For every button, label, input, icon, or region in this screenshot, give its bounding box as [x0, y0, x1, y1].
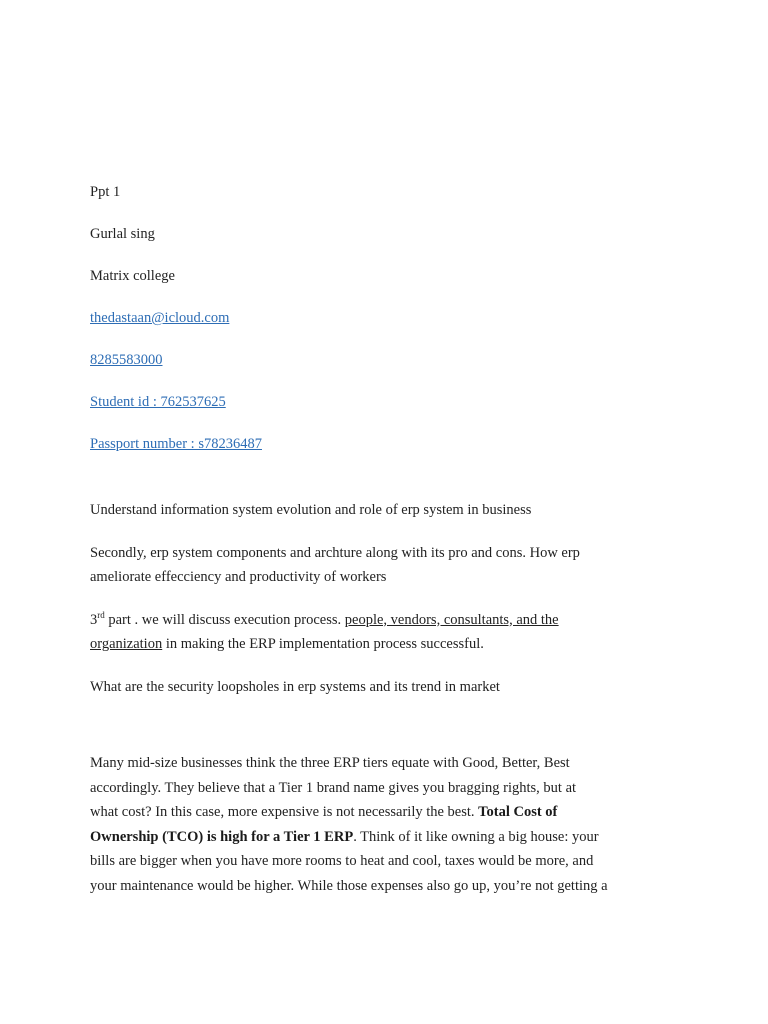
bold-tco-1: Total Cost of: [478, 804, 558, 820]
outline-paragraph-4: What are the security loopsholes in erp systems and its trend in market: [90, 678, 500, 695]
bold-tco-2: Ownership (TCO) is high for a Tier 1 ERP: [90, 828, 354, 845]
outline-p3-text-a: part . we will discuss execution process.: [104, 611, 345, 628]
passport-link[interactable]: Passport number : s78236487: [90, 436, 262, 452]
outline-p2-line1: Secondly, erp system components and archture along with its pro and cons. How erp: [90, 544, 580, 561]
body-line-1: Many mid-size businesses think the three ERP tiers equate with Good, Better, Best: [90, 755, 570, 771]
body-paragraph: [90, 751, 690, 898]
spacer: [90, 699, 690, 751]
doc-title: Ppt 1: [90, 184, 121, 200]
college-name: Matrix college: [90, 268, 175, 284]
body-line-5: bills are bigger when you have more rooms to heat and cool, taxes would be more, and: [90, 853, 594, 869]
outline-p3-underlined-1: people, vendors, consultants, and the: [344, 611, 559, 628]
outline-paragraph-1: Understand information system evolution and role of erp system in business: [90, 502, 532, 518]
outline-paragraph-3: [90, 608, 690, 657]
body-line-2: accordingly. They believe that a Tier 1 brand name gives you bragging rights, but at: [90, 779, 577, 796]
ordinal-suffix: rd: [97, 609, 105, 620]
outline-p3-number: 3: [90, 611, 98, 628]
author-name: Gurlal sing: [90, 226, 155, 242]
phone-link[interactable]: 8285583000: [90, 352, 163, 368]
body-line-4: . Think of it like owning a big house: your: [353, 828, 599, 845]
outline-p3-text-b: in making the ERP implementation process successful.: [162, 636, 484, 652]
body-line-3: what cost? In this case, more expensive is not necessarily the best.: [90, 804, 479, 820]
outline-paragraph-2: [90, 541, 690, 590]
document-body: [90, 180, 690, 898]
outline-p2-line2: ameliorate effecciency and productivity of workers: [90, 569, 387, 585]
body-line-6: your maintenance would be higher. While those expenses also go up, you’re not getting a: [90, 877, 608, 894]
student-id-link[interactable]: Student id : 762537625: [90, 394, 226, 410]
spacer: [90, 456, 690, 498]
email-link[interactable]: thedastaan@icloud.com: [90, 310, 230, 326]
outline-p3-underlined-2: organization: [90, 636, 163, 652]
